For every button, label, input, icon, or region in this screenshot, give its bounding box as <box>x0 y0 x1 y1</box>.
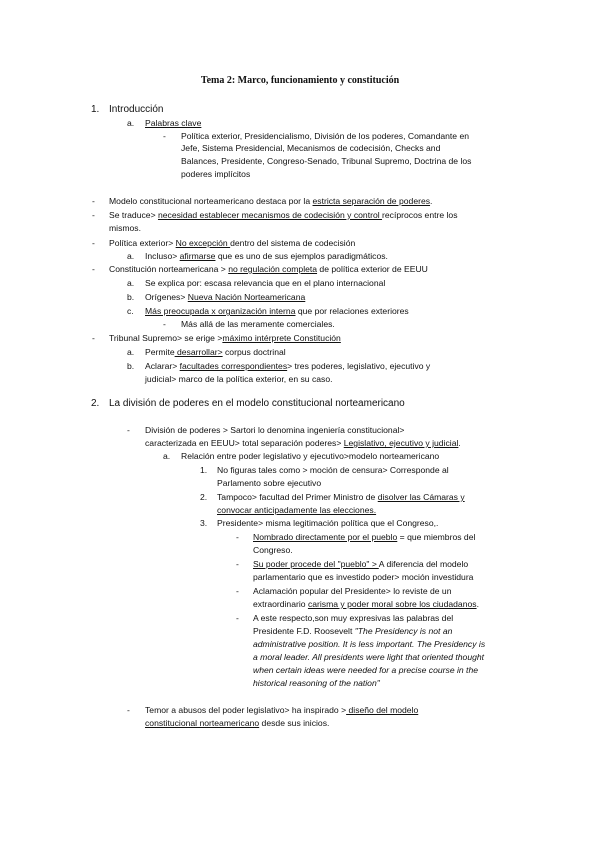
list-marker: a. <box>127 251 135 261</box>
bullet-text: Modelo constitucional norteamericano destaca por la estricta separación de poderes. <box>109 196 433 206</box>
quote-line: when certain ideas were needed for a precise course in the <box>253 665 479 675</box>
numbered-item-text: Parlamento sobre ejecutivo <box>217 478 322 488</box>
list-marker: 1. <box>200 465 208 475</box>
list-marker: - <box>127 425 130 435</box>
list-marker: a. <box>127 347 135 357</box>
list-marker: - <box>236 532 239 542</box>
list-marker: - <box>163 131 166 141</box>
bullet-text: Política exterior> No excepción dentro del sistema de codecisión <box>109 238 356 248</box>
list-marker: - <box>163 319 166 329</box>
list-marker: - <box>236 586 239 596</box>
list-marker: a. <box>163 451 171 461</box>
list-marker: 3. <box>200 518 208 528</box>
sub-item-text: Incluso> afirmarse que es uno de sus ejemplos paradigmáticos. <box>145 251 388 261</box>
list-marker: - <box>92 196 95 206</box>
list-marker: 2. <box>200 492 208 502</box>
keyword-line: Política exterior, Presidencialismo, División de los poderes, Comandante en <box>181 131 470 141</box>
subheading <box>145 118 201 129</box>
dash-item-text: Presidente F.D. Roosevelt "The Presidency is not an <box>253 626 453 636</box>
quote-line: historical reasoning of the nation" <box>253 678 380 688</box>
list-marker: a. <box>127 118 135 128</box>
sub-item-text: Más preocupada x organización interna que por relaciones exteriores <box>145 306 409 316</box>
bullet-text: Constitución norteamericana > no regulación completa de política exterior de EEUU <box>109 264 428 274</box>
section-heading: La división de poderes en el modelo constitucional norteamericano <box>109 398 405 409</box>
quote-line: a moral leader. All presidents were light that oriented thought <box>253 652 485 662</box>
paragraph-line: División de poderes > Sartori lo denomina ingeniería constitucional> <box>145 425 405 435</box>
page-title: Tema 2: Marco, funcionamiento y constitución <box>200 75 400 86</box>
numbered-item-text: Presidente> misma legitimación política que el Congreso,. <box>217 518 439 528</box>
keyword-line: poderes implícitos <box>181 169 251 179</box>
list-marker: - <box>92 333 95 343</box>
paragraph-line: caracterizada en EEUU> total separación poderes> Legislativo, ejecutivo y judicial. <box>145 438 461 448</box>
sub-item-text: Se explica por: escasa relevancia que en el plano internacional <box>145 278 386 288</box>
list-marker: a. <box>127 278 135 288</box>
paragraph-line: constitucional norteamericano desde sus inicios. <box>145 718 330 728</box>
sub-item-text: Aclarar> facultades correspondientes> tres poderes, legislativo, ejecutivo y <box>145 361 431 371</box>
sub-item-text: Permite desarrollar> corpus doctrinal <box>145 347 286 357</box>
quote-line: administrative position. It is less important. The Presidency is <box>253 639 486 649</box>
list-marker: b. <box>127 292 135 302</box>
list-marker: - <box>127 705 130 715</box>
list-marker: - <box>236 559 239 569</box>
dash-item-text: Aclamación popular del Presidente> lo reviste de un <box>253 586 452 596</box>
dash-item-text: Nombrado directamente por el pueblo = que miembros del <box>253 532 476 542</box>
section-heading: Introducción <box>109 104 164 115</box>
underlined-text: Palabras clave <box>145 118 202 128</box>
numbered-item-text: Tampoco> facultad del Primer Ministro de disolver las Cámaras y <box>217 492 465 502</box>
bullet-text: Tribunal Supremo> se erige >máximo intérprete Constitución <box>109 333 341 343</box>
section-number: 2. <box>91 398 100 409</box>
bullet-text: Se traduce> necesidad establecer mecanismos de codecisión y control recíprocos entre los <box>109 210 458 220</box>
list-marker: b. <box>127 361 135 371</box>
list-marker: - <box>236 613 239 623</box>
dash-item-text: Congreso. <box>253 545 293 555</box>
list-marker: c. <box>127 306 134 316</box>
list-marker: - <box>92 210 95 220</box>
sub-item-text: Orígenes> Nueva Nación Norteamericana <box>145 292 306 302</box>
keyword-line: Balances, Presidente, Congreso-Senado, Tribunal Supremo, Doctrina de los <box>181 156 472 166</box>
dash-item-text: A este respecto,son muy expresivas las palabras del <box>253 613 454 623</box>
paragraph-line: Temor a abusos del poder legislativo> ha inspirado > diseño del modelo <box>145 705 419 715</box>
dash-item-text: Su poder procede del "pueblo" > A diferencia del modelo <box>253 559 469 569</box>
numbered-item-text: No figuras tales como > moción de censura> Corresponde al <box>217 465 449 475</box>
sub-item-text: judicial> marco de la política exterior, en su caso. <box>145 374 333 384</box>
dash-item-text: extraordinario carisma y poder moral sobre los ciudadanos. <box>253 599 479 609</box>
list-marker: - <box>92 238 95 248</box>
sub-item-text: Más allá de las meramente comerciales. <box>181 319 335 329</box>
dash-item-text: parlamentario que es investido poder> moción investidura <box>253 572 474 582</box>
section-number: 1. <box>91 104 100 115</box>
bullet-text: mismos. <box>109 223 141 233</box>
keyword-line: Jefe, Sistema Presidencial, Mecanismos de codecisión, Checks and <box>181 143 441 153</box>
list-marker: - <box>92 264 95 274</box>
numbered-item-text: convocar anticipadamente las elecciones. <box>217 505 377 515</box>
sub-item-text: Relación entre poder legislativo y ejecutivo>modelo norteamericano <box>181 451 440 461</box>
